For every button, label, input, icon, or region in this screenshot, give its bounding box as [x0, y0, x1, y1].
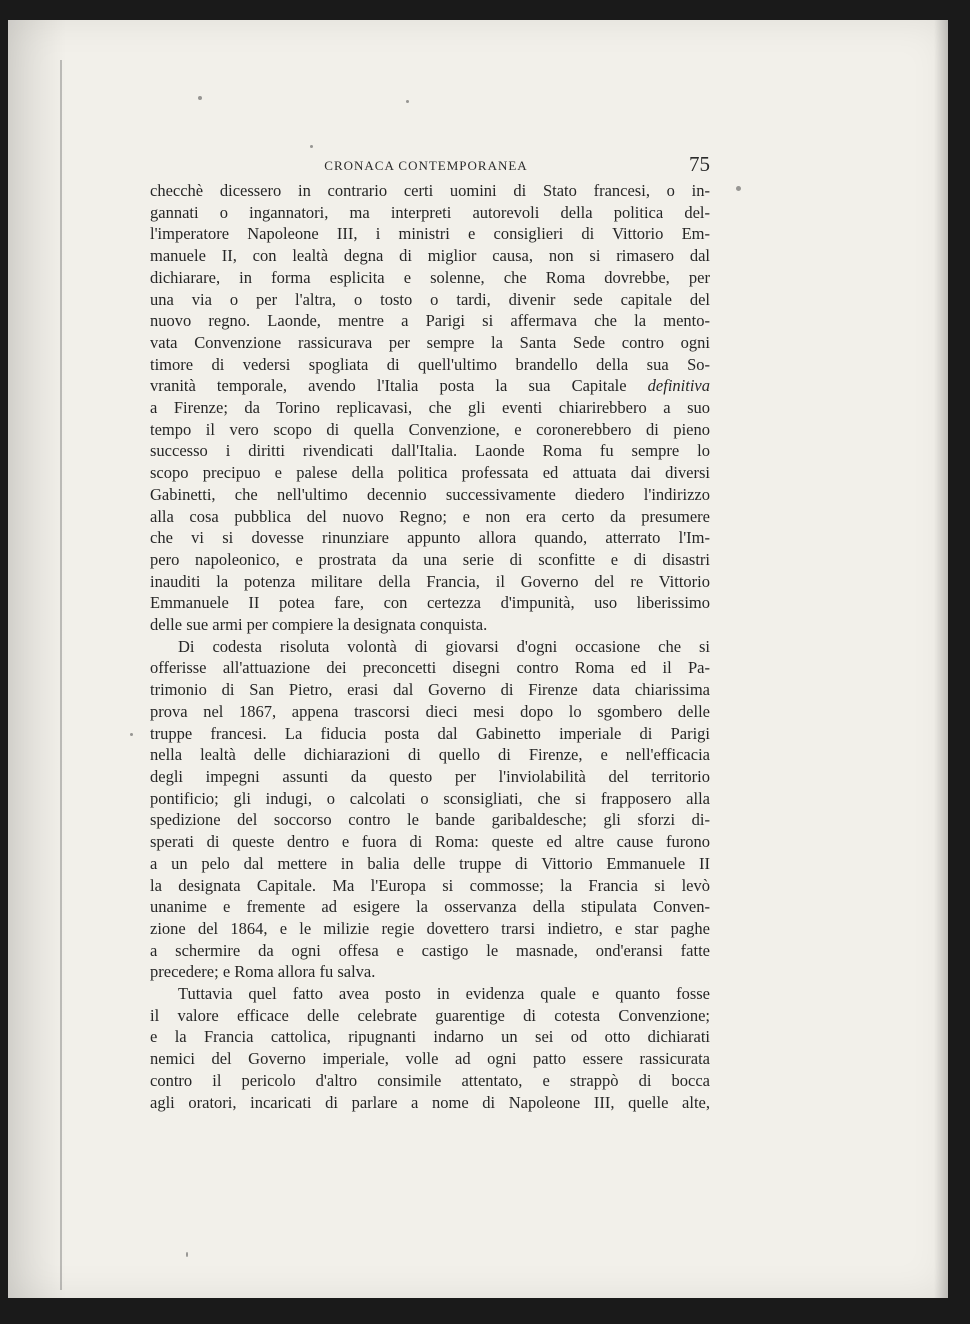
- text-line: tempo il vero scopo di quella Convenzione, e coronerebbero di pieno: [150, 419, 710, 439]
- text-line: dichiarare, in forma esplicita e solenne, che Roma dovrebbe, per: [150, 267, 710, 287]
- text-line: scopo precipuo e palese della politica professata ed attuata dai diversi: [150, 463, 710, 483]
- paper-speck: [198, 96, 202, 100]
- text-line: prova nel 1867, appena trascorsi dieci mesi dopo lo sgombero delle: [150, 701, 710, 721]
- text-line: Tuttavia quel fatto avea posto in evidenza quale e quanto fosse: [178, 984, 710, 1004]
- text-line: timore di vedersi spogliata di quell'ultimo brandello della sua So-: [150, 354, 710, 374]
- text-line: manuele II, con lealtà degna di miglior causa, non si rimasero dal: [150, 246, 710, 266]
- text-line: nuovo regno. Laonde, mentre a Parigi si affermava che la mento-: [150, 311, 710, 331]
- gutter-line: [60, 60, 62, 1290]
- text-line: pontificio; gli indugi, o calcolati o sconsigliati, che si frapposero alla: [150, 788, 710, 808]
- text-line: Gabinetti, che nell'ultimo decennio successivamente diedero l'indirizzo: [150, 484, 710, 504]
- paper-speck: [130, 733, 133, 736]
- running-head: CRONACA CONTEMPORANEA: [324, 158, 528, 173]
- text-line: nemici del Governo imperiale, volle ad ogni patto essere rassicurata: [150, 1049, 710, 1069]
- text-line: la designata Capitale. Ma l'Europa si commosse; la Francia si levò: [150, 875, 710, 895]
- text-line: degli impegni assunti da questo per l'inviolabilità del territorio: [150, 766, 710, 786]
- text-line: offerisse all'attuazione dei preconcetti disegni contro Roma ed il Pa-: [150, 658, 710, 678]
- text-line: spedizione del soccorso contro le bande garibaldesche; gli sforzi di-: [150, 810, 710, 830]
- page-edge-shadow: [934, 20, 948, 1298]
- text-line: unanime e fremente ad esigere la osservanza della stipulata Conven-: [150, 897, 710, 917]
- text-line: l'imperatore Napoleone III, i ministri e consiglieri di Vittorio Em-: [150, 224, 710, 244]
- text-line: gannati o ingannatori, ma interpreti autorevoli della politica del-: [150, 202, 710, 222]
- text-line: a Firenze; da Torino replicavasi, che gli eventi chiarirebbero a suo: [150, 398, 710, 418]
- text-line: checchè dicessero in contrario certi uomini di Stato francesi, o in-: [150, 181, 710, 200]
- text-line: sperati di queste dentro e fuora di Roma: queste ed altre cause furono: [150, 832, 710, 852]
- text-line: agli oratori, incaricati di parlare a nome di Napoleone III, quelle alte,: [150, 1092, 710, 1112]
- text-line: che vi si dovesse rinunziare appunto allora quando, atterrato l'Im-: [150, 528, 710, 548]
- text-line: a un pelo dal mettere in balia delle truppe di Vittorio Emmanuele II: [150, 853, 710, 873]
- page-number: 75: [689, 152, 710, 176]
- text-line: nella lealtà delle dichiarazioni di quello di Firenze, e nell'efficacia: [150, 745, 710, 765]
- text-line: delle sue armi per compiere la designata conquista.: [150, 615, 488, 635]
- text-line: una via o per l'altra, o tosto o tardi, divenir sede capitale del: [150, 289, 710, 309]
- text-line: e la Francia cattolica, ripugnanti indarno un sei od otto dichiarati: [150, 1027, 710, 1047]
- text-line: successo i diritti rivendicati dall'Italia. Laonde Roma fu sempre lo: [150, 441, 710, 461]
- body-text: [150, 180, 710, 1113]
- text-line: trimonio di San Pietro, erasi dal Governo di Firenze data chiarissima: [150, 680, 710, 700]
- text-line: il valore efficace delle celebrate guarentige di cotesta Convenzione;: [150, 1005, 710, 1025]
- text-line: Di codesta risoluta volontà di giovarsi d'ogni occasione che si: [178, 636, 710, 656]
- text-line: Emmanuele II potea fare, con certezza d'impunità, uso liberissimo: [150, 593, 710, 613]
- text-line: vata Convenzione rassicurava per sempre la Santa Sede contro ogni: [150, 332, 710, 352]
- emphasized-word: definitiva: [647, 376, 710, 396]
- text-line: zione del 1864, e le milizie regie dovettero trarsi indietro, e star paghe: [150, 918, 710, 938]
- text-line: alla cosa pubblica del nuovo Regno; e non era certo da presumere: [150, 506, 710, 526]
- paper-speck: [736, 186, 741, 191]
- binding-shadow: [8, 20, 66, 1298]
- text-line: contro il pericolo d'altro consimile attentato, e strappò di bocca: [150, 1070, 710, 1090]
- paper-speck: [186, 1252, 188, 1257]
- text-line: vranità temporale, avendo l'Italia posta la sua Capitale definitiva: [150, 376, 710, 396]
- text-line: truppe francesi. La fiducia posta dal Gabinetto imperiale di Parigi: [150, 723, 710, 743]
- text-line: a schermire da ogni offesa e castigo le masnade, ond'eransi fatte: [150, 940, 710, 960]
- text-line: precedere; e Roma allora fu salva.: [150, 962, 376, 982]
- text-line: inauditi la potenza militare della Francia, il Governo del re Vittorio: [150, 571, 710, 591]
- paper-speck: [406, 100, 409, 103]
- page-header: [142, 140, 710, 176]
- text-line: pero napoleonico, e prostrata da una serie di sconfitte e di disastri: [150, 549, 710, 569]
